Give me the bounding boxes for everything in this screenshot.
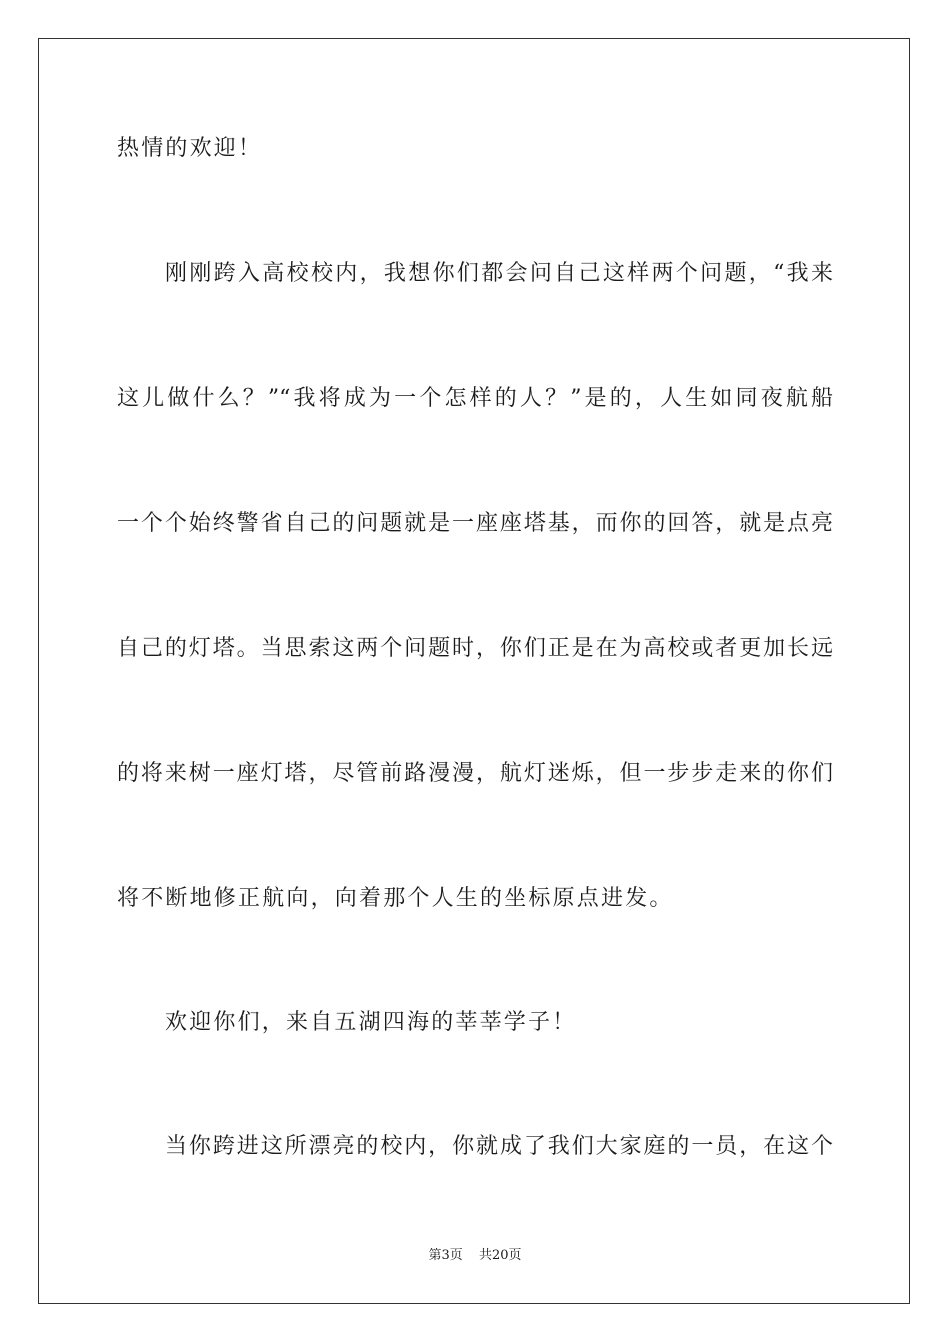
page-number: 第3页 (428, 1248, 463, 1263)
paragraph-first-line: 当你跨进这所漂亮的校内，你就成了我们大家庭的一员，在这个 (165, 1134, 833, 1159)
paragraph-first-line: 刚刚跨入高校校内，我想你们都会问自己这样两个问题，“我来 (165, 261, 833, 286)
page-footer (0, 1247, 950, 1265)
paragraph-first-line: 欢迎你们，来自五湖四海的莘莘学子！ (165, 1010, 577, 1035)
text-line: 热情的欢迎！ (117, 136, 263, 161)
page-border (38, 38, 910, 1304)
text-line: 这儿做什么？”“我将成为一个怎样的人？”是的，人生如同夜航船 (117, 386, 833, 411)
page-total: 共20页 (478, 1248, 522, 1263)
text-line: 将不断地修正航向，向着那个人生的坐标原点进发。 (117, 886, 674, 911)
text-line: 自己的灯塔。当思索这两个问题时，你们正是在为高校或者更加长远 (117, 636, 833, 661)
text-line: 一个个始终警省自己的问题就是一座座塔基，而你的回答，就是点亮 (117, 511, 833, 536)
text-line: 的将来树一座灯塔，尽管前路漫漫，航灯迷烁，但一步步走来的你们 (117, 761, 833, 786)
